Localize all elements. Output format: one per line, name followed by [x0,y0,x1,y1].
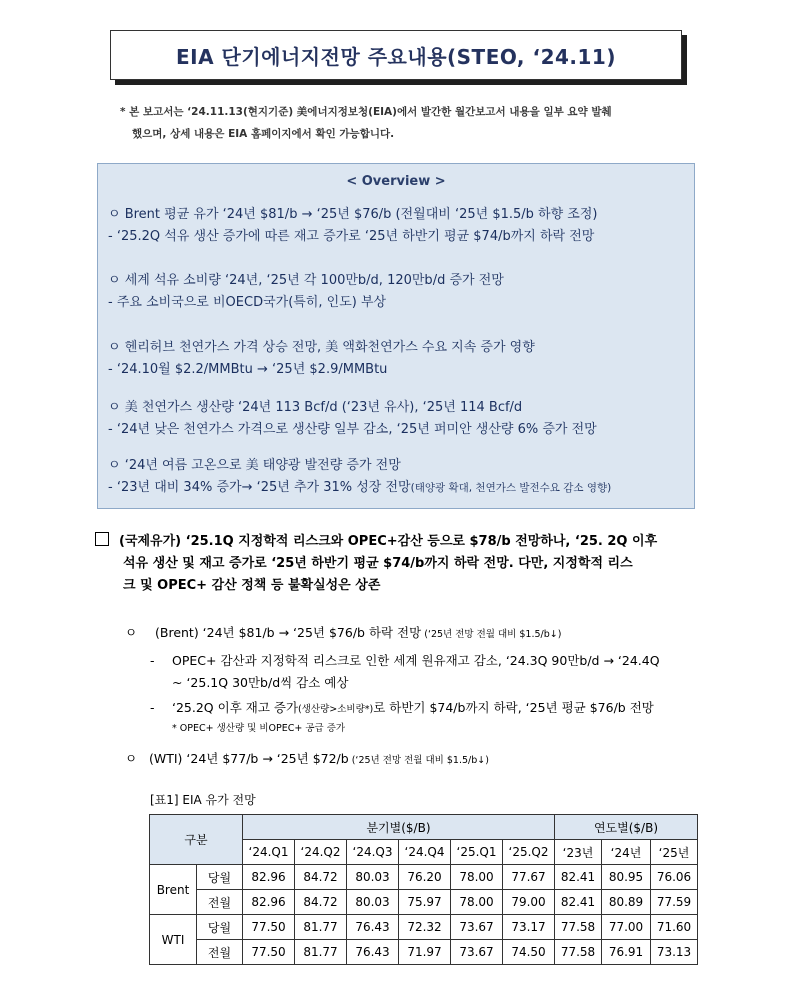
table-row [150,915,698,940]
report-note [120,101,700,145]
table-cell: 76.91 [602,940,651,965]
overview-box [97,163,695,509]
note-line-1: * 본 보고서는 ‘24.11.13(현지기준) 美에너지정보청(EIA)에서 발간한 월간보고서 내용을 일부 요약 발췌 [120,106,612,118]
table-row [150,890,698,915]
table-cell: 78.00 [451,865,503,890]
row-label: 전월 [197,890,243,915]
checkbox-square-icon [95,532,109,546]
title-box [110,30,682,80]
table-cell: 80.95 [602,865,651,890]
annual-header: 연도별($/B) [555,815,698,840]
table-caption: [표1] EIA 유가 전망 [150,793,256,807]
overview-item-sub: - ‘25.2Q 석유 생산 증가에 따른 재고 증가로 ‘25년 하반기 평균 $74/b까지 하락 전망 [108,229,595,244]
table-cell: 82.96 [243,890,295,915]
overview-item [108,337,535,381]
table-cell: 77.58 [555,915,602,940]
table-cell: 84.72 [295,890,347,915]
quarter-header: ‘25.Q2 [503,840,555,865]
quarter-header: ‘25.Q1 [451,840,503,865]
table-cell: 73.67 [451,940,503,965]
table-cell: 80.03 [347,890,399,915]
table-cell: 82.96 [243,865,295,890]
brent-dash-2-text-b: 로 하반기 $74/b까지 하락, ‘25년 평균 $76/b 전망 [373,700,654,715]
brent-dash-2-small: (생산량>소비량*) [298,704,374,715]
table-cell: 80.03 [347,865,399,890]
table-cell: 77.59 [651,890,698,915]
quarter-header: ‘24.Q3 [347,840,399,865]
table-cell: 76.43 [347,940,399,965]
year-header: ‘23년 [555,840,602,865]
overview-item-sub: - ‘24년 낮은 천연가스 가격으로 생산량 일부 감소, ‘25년 퍼미안 생산량 6% 증가 전망 [108,422,597,437]
overview-item-main: ㅇ 세계 석유 소비량 ‘24년, ‘25년 각 100만b/d, 120만b/d 증가 전망 [108,273,504,288]
table-row [150,940,698,965]
wti-bullet [125,748,489,772]
row-label: 당월 [197,915,243,940]
table-corner-header: 구분 [150,815,243,865]
overview-item-sub: - ‘24.10월 $2.2/MMBtu → ‘25년 $2.9/MMBtu [108,362,388,377]
table-cell: 82.41 [555,865,602,890]
quarter-header: ‘24.Q1 [243,840,295,865]
table-cell: 71.60 [651,915,698,940]
dash-mark: - [150,653,155,668]
table-cell: 77.50 [243,915,295,940]
year-header: ‘24년 [602,840,651,865]
table-cell: 82.41 [555,890,602,915]
brent-footnote: * OPEC+ 생산량 및 비OPEC+ 공급 증가 [172,723,346,734]
table-cell: 76.06 [651,865,698,890]
wti-note: (‘25년 전망 전월 대비 $1.5/b↓) [348,755,489,766]
bullet-circle-icon: ㅇ [125,751,138,766]
quarterly-header: 분기별($/B) [243,815,555,840]
overview-item-sub: - ‘23년 대비 34% 증가→ ‘25년 추가 31% 성장 전망(태양광 확대, 천연가스 발전수요 감소 영향) [108,480,612,495]
section-line-1: (국제유가) ‘25.1Q 지정학적 리스크와 OPEC+감산 등으로 $78/b 전망하나, ‘25. 2Q 이후 [119,534,658,549]
table-cell: 76.43 [347,915,399,940]
row-label: 전월 [197,940,243,965]
bullet-circle-icon: ㅇ [125,625,138,640]
group-label-brent: Brent [150,865,197,915]
year-header: ‘25년 [651,840,698,865]
row-label: 당월 [197,865,243,890]
table-cell: 74.50 [503,940,555,965]
wti-text: (WTI) ‘24년 $77/b → ‘25년 $72/b [149,751,349,766]
table-cell: 77.50 [243,940,295,965]
overview-item [108,455,611,499]
table-cell: 77.67 [503,865,555,890]
oil-price-section [95,531,705,597]
overview-item [108,270,504,314]
quarter-header: ‘24.Q4 [399,840,451,865]
table-cell: 77.58 [555,940,602,965]
dash-mark: - [150,700,155,715]
table-cell: 81.77 [295,940,347,965]
brent-text: (Brent) ‘24년 $81/b → ‘25년 $76/b 하락 전망 [155,625,422,640]
overview-title: < Overview > [346,174,446,189]
section-line-2: 석유 생산 및 재고 증가로 ‘25년 하반기 평균 $74/b까지 하락 전망. 다만, 지정학적 리스 [123,556,633,571]
oil-price-table [149,814,698,965]
table-cell: 72.32 [399,915,451,940]
section-line-3: 크 및 OPEC+ 감산 정책 등 불확실성은 상존 [123,578,381,593]
table-cell: 78.00 [451,890,503,915]
table-cell: 80.89 [602,890,651,915]
table-cell: 77.00 [602,915,651,940]
brent-bullet [125,622,561,646]
table-cell: 73.17 [503,915,555,940]
quarter-header: ‘24.Q2 [295,840,347,865]
table-cell: 76.20 [399,865,451,890]
overview-item-sub: - 주요 소비국으로 비OECD국가(특히, 인도) 부상 [108,295,387,310]
overview-item-main: ㅇ 美 천연가스 생산량 ‘24년 113 Bcf/d (‘23년 유사), ‘25년 114 Bcf/d [108,400,523,415]
table-cell: 73.13 [651,940,698,965]
brent-dash-2-text-a: ‘25.2Q 이후 재고 증가 [172,700,299,715]
table-cell: 79.00 [503,890,555,915]
table-cell: 84.72 [295,865,347,890]
brent-dash-1 [150,650,660,672]
brent-dash-1-line-1: OPEC+ 감산과 지정학적 리스크로 인한 세계 원유재고 감소, ‘24.3Q 90만b/d → ‘24.4Q [172,653,660,668]
overview-item-main: ㅇ ‘24년 여름 고온으로 美 태양광 발전량 증가 전망 [108,458,401,473]
brent-dash-1-line-2: ~ ‘25.1Q 30만b/d씩 감소 예상 [172,675,349,690]
table-cell: 71.97 [399,940,451,965]
overview-item-main: ㅇ 헨리허브 천연가스 가격 상승 전망, 美 액화천연가스 수요 지속 증가 영향 [108,340,535,355]
page-title: EIA 단기에너지전망 주요내용(STEO, ‘24.11) [175,44,616,69]
group-label-wti: WTI [150,915,197,965]
table-cell: 75.97 [399,890,451,915]
overview-item-sub-note: (태양광 확대, 천연가스 발전수요 감소 영향) [410,482,612,494]
table-cell: 81.77 [295,915,347,940]
overview-item [108,204,598,248]
brent-note: (‘25년 전망 전월 대비 $1.5/b↓) [421,629,562,640]
note-line-2: 했으며, 상세 내용은 EIA 홈페이지에서 확인 가능합니다. [132,128,395,140]
table-cell: 73.67 [451,915,503,940]
overview-item [108,397,597,441]
overview-item-main: ㅇ Brent 평균 유가 ‘24년 $81/b → ‘25년 $76/b (전월대비 ‘25년 $1.5/b 하향 조정) [108,207,598,222]
table-row [150,865,698,890]
